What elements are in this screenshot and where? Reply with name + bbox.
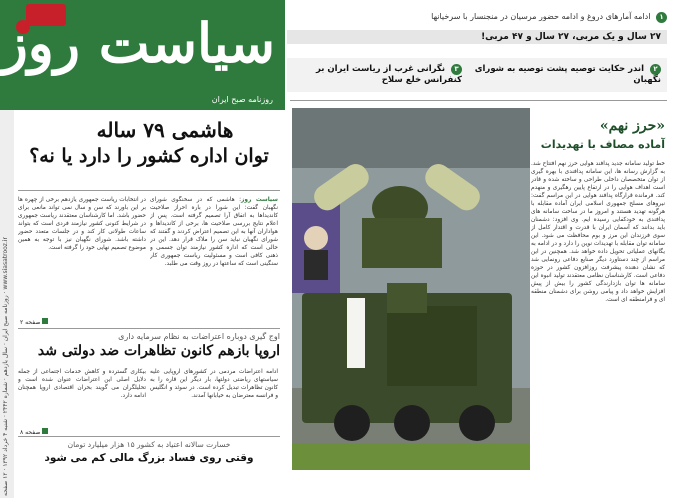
right-story-body-text: خط تولید سامانه جدید پدافند هوایی حرز نهم افتتاح شد. به گزارش رسانه ها، این سامانه پدافندی با بهره گیری از توان متخصصان داخلی طراحی و ساخته شده و قادر است اهداف هوایی را در ارتفاع پایین رهگیری و منهدم کند. فرمانده قرارگاه پدافند هوایی در این مراسم گفت: نیروهای مسلح جمهوری اسلامی ایران آماده مقابله با هرگونه تهدید هستند و امروز ما در ساخت سامانه های پدافندی به خودکفایی رسیده ایم. وی افزود: دشمنان باید بدانند که آسمان ایران با قدرت و اقتدار کامل از سوی فرزندان این مرز و بوم محافظت می شود. این سامانه توان مقابله با تهدیدات نوین را دارد و در ادامه به یگانهای عملیاتی تحویل داده خواهد شد. همچنین در این مراسم از چند دستاورد دیگر صنایع دفاعی رونمایی شد که نشان دهنده پیشرفت روزافزون کشور در حوزه دفاعی است. کارشناسان نظامی معتقدند تولید انبوه این سامانه ها توان بازدارندگی کشور را بیش از پیش افزایش خواهد داد و پیامی روشن برای دشمنان منطقه ای و فرامنطقه ای است.: [531, 161, 665, 303]
top-note-4[interactable]: [292, 64, 462, 85]
europe-story-column-1: [150, 368, 278, 430]
main-story-headline[interactable]: توان اداره کشور را دارد یا نه؟: [29, 145, 269, 167]
top-note-1[interactable]: [287, 12, 667, 23]
main-story-column-2: [18, 196, 146, 316]
europe-story-headline[interactable]: اروپا بازهم کانون تظاهرات ضد دولتی شد: [37, 343, 280, 359]
section-divider: [18, 436, 280, 437]
section-divider: [18, 328, 280, 329]
europe-story-column-2-text: بیکاری گسترده و کاهش خدمات اجتماعی از جمله دلایل اصلی این اعتراضات عنوان شده است و تحلیلگران می گویند بحران اقتصادی اروپا همچنان ادامه دارد.: [18, 369, 146, 399]
note-number-badge: ۲: [650, 64, 661, 75]
note-number-badge: ۱: [656, 12, 667, 23]
top-note-3[interactable]: [471, 64, 661, 85]
top-note-1-text: ادامه آمارهای دروغ و ادامه حضور مرسیان در منجنسار با سرخیانها: [431, 12, 651, 21]
corruption-story-headline[interactable]: وقتی روی فساد بزرگ مالی کم می شود: [44, 452, 254, 464]
header-divider: [290, 100, 667, 101]
main-story-kicker[interactable]: هاشمی ۷۹ ساله: [96, 118, 234, 142]
main-story-column-2-text: در انتخابات ریاست جمهوری یازدهم برخی از چهره ها بر این باورند که سن و سال نمی تواند مانعی برای حضور باشد. اما کارشناسان معتقدند ریاست جمهوری در شرایط کنونی کشور نیازمند فردی است که بتواند ساعات طولانی کار کند و در جلسات متعدد حضور داشته باشد. شورای نگهبان نیز با توجه به همین موضوع تصمیم نهایی خود را گرفته است.: [18, 197, 146, 251]
main-continued-link[interactable]: صفحه ۲: [20, 318, 48, 326]
top-note-2-text: ۲۷ سال و یک مربی، ۲۷ سال و ۴۷ مربی!: [481, 32, 661, 42]
main-story-column-1-text: هاشمی که در سخنگوی شورای نگهبان گفت: این شورا در باره احراز صلاحیت کاندیداها به اتفاق آرا تصمیم گرفته است. پس از اعلام نتایج بررسی صلاحیت ها، برخی از کاندیداها و هواداران آنها به این تصمیم اعتراض کردند و گفتند که شورای نگهبان نباید سن را ملاک قرار دهد. این در حالی است که اداره کشور نیازمند توان جسمی و ذهنی کافی است و مسئولیت ریاست جمهوری کار سنگینی است که ساعتها در روز وقت می طلبد.: [150, 197, 278, 267]
masthead-tagline: روزنامه صبح ایران: [211, 95, 273, 104]
continue-marker-icon: [42, 318, 48, 324]
air-defense-system-photo: [292, 108, 530, 470]
newspaper-logo: سیاست روز: [1, 11, 275, 75]
top-note-4-text: نگرانی غرب از ریاست ایران بر کنفرانس خلع سلاح: [315, 64, 462, 85]
continue-marker-icon: [42, 428, 48, 434]
masthead: [0, 0, 285, 110]
right-story-headline[interactable]: آماده مصاف با تهدیدات: [540, 138, 665, 151]
note-number-badge: ۳: [451, 64, 462, 75]
photo-illustration: [292, 108, 530, 470]
right-story-kicker[interactable]: «حرز نهم»: [599, 118, 665, 134]
europe-story-kicker: اوج گیری دوباره اعتراضات به نظام سرمایه داری: [118, 332, 280, 341]
europe-story-column-1-text: ادامه اعتراضات مردمی در کشورهای اروپایی علیه سیاستهای ریاضتی دولتها، بار دیگر این قاره را به کانون تظاهرات تبدیل کرده است. در سوئد و انگلیس و فرانسه معترضان به خیابانها آمدند.: [150, 369, 278, 399]
europe-continued-link[interactable]: صفحه ۸: [20, 428, 48, 436]
main-story-column-1: سیاست روز: هاشمی که در سخنگوی شورای نگهبان گفت: این شورا در باره احراز صلاحیت کاندیداها به اتفاق آرا تصمیم گرفته است. پس از اعلام نتایج بررسی صلاحیت ها، برخی از کاندیداها و هواداران آنها به این تصمیم اعتراض کردند و گفتند که شورای نگهبان نباید سن را ملاک قرار دهد. این در حالی است که اداره کشور نیازمند توان جسمی و ذهنی کافی است و مسئولیت ریاست جمهوری کار سنگینی است که ساعتها در روز وقت می طلبد.: [150, 197, 278, 267]
lead-label: سیاست روز: [241, 197, 278, 203]
issue-info-text: روزنامه صبح ایران · سال یازدهم · شماره ۲۴۴۲ · شنبه ۴ خرداد ۱۳۹۲ · ۱۲ صفحه · www.siasatrooz.ir: [2, 237, 9, 496]
europe-story-column-2: [18, 368, 146, 430]
right-story-body: [531, 160, 665, 490]
top-notes-row: [287, 58, 667, 92]
issue-info-strip: [0, 110, 14, 498]
top-note-3-text: اندر حکایت توصیه پشت توصیه به شورای نگهبان: [474, 64, 661, 85]
corruption-story-kicker: خسارت سالانه اعتیاد به کشور ۱۵ هزار میلیارد تومان: [67, 440, 231, 449]
top-note-2[interactable]: [287, 30, 667, 44]
main-divider: [18, 190, 280, 191]
